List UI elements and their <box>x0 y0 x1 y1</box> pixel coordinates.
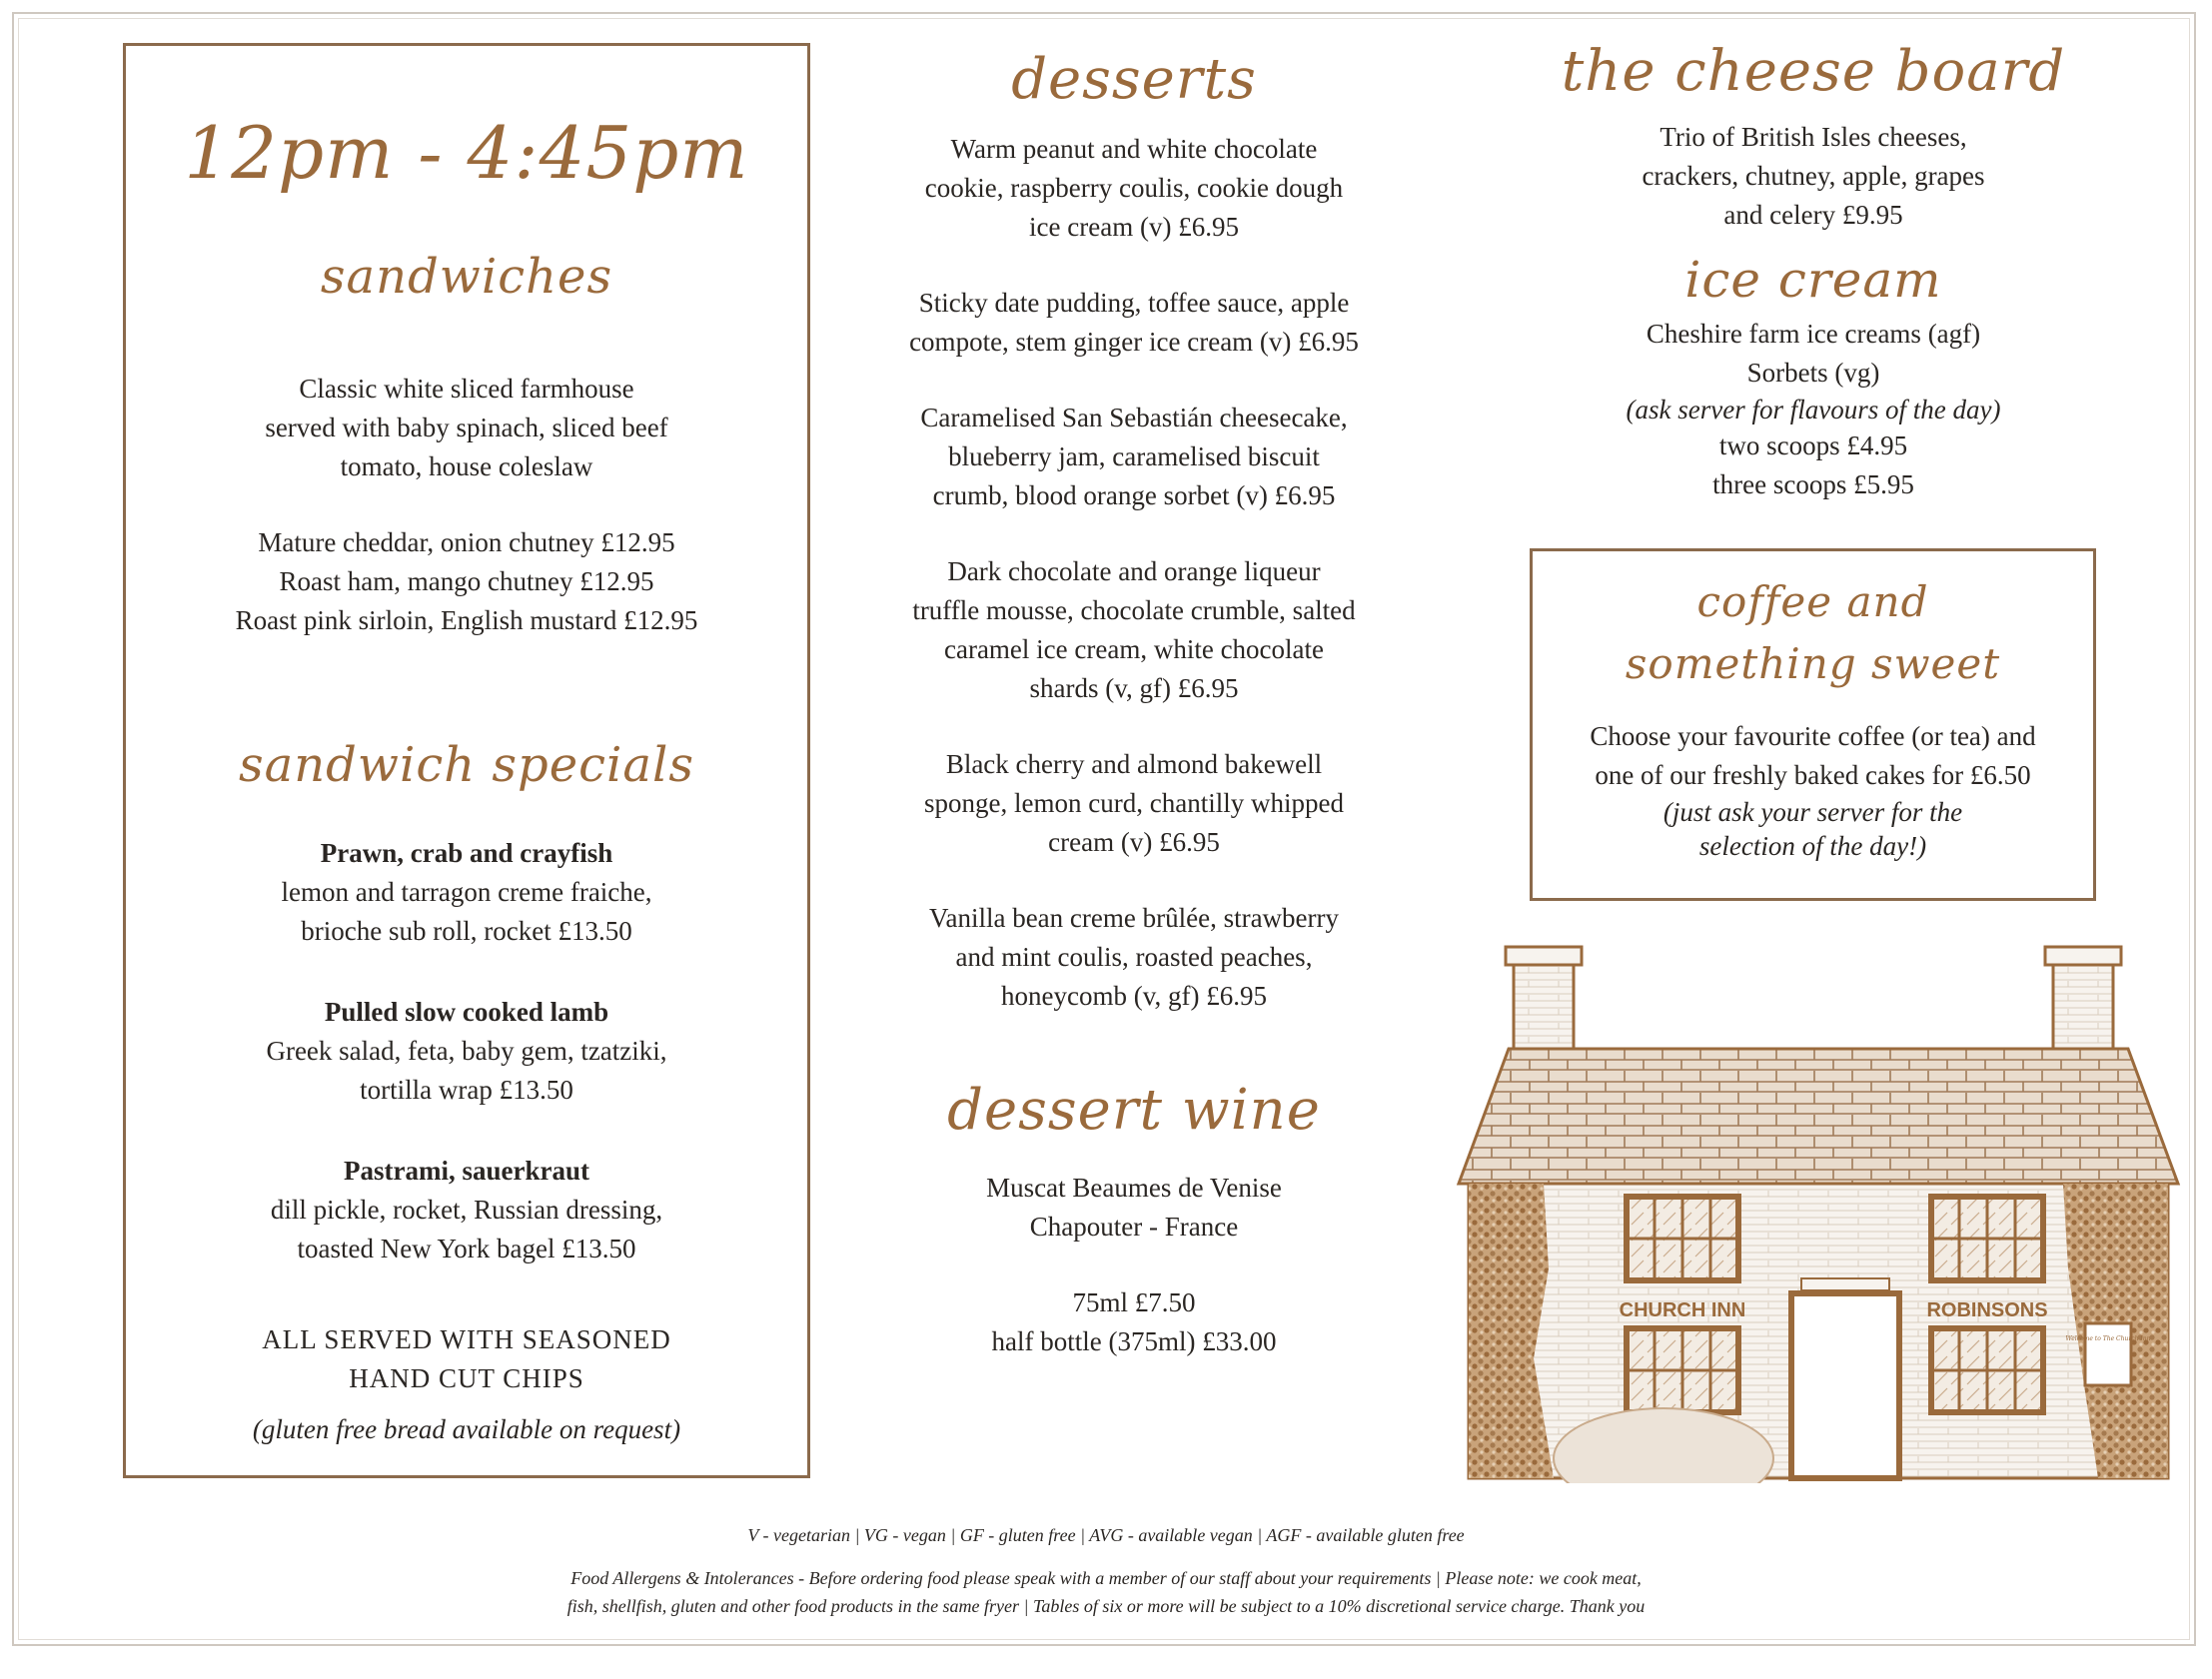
special-item <box>123 834 810 951</box>
allergen-note-line-1: Food Allergens & Intolerances - Before ordering food please speak with a member of our staff about your requirements | Please note: we cook meat, <box>570 1568 1642 1588</box>
served-line: ALL SERVED WITH SEASONED <box>262 1324 671 1354</box>
dessert-line: honeycomb (v, gf) £6.95 <box>1001 981 1267 1011</box>
sandwiches-description <box>123 370 810 486</box>
ice-cream-line: Sorbets (vg) <box>1746 358 1880 388</box>
pub-illustration <box>1454 939 2183 1483</box>
special-line: Greek salad, feta, baby gem, tzatziki, <box>266 1036 667 1066</box>
dessert-item <box>854 399 1414 515</box>
ice-cream-line: Cheshire farm ice creams (agf) <box>1646 319 1981 349</box>
coffee-line: Choose your favourite coffee (or tea) and <box>1590 721 2036 751</box>
welcome-board-text: Welcome to The Church Inn <box>2065 1335 2151 1342</box>
description-line: tomato, house coleslaw <box>340 451 593 481</box>
wine-price: half bottle (375ml) £33.00 <box>991 1326 1277 1356</box>
sign-left: CHURCH INN <box>1619 1299 1746 1321</box>
ice-cream-line: (ask server for flavours of the day) <box>1626 395 2001 424</box>
dessert-line: compote, stem ginger ice cream (v) £6.95 <box>909 327 1359 357</box>
desserts-column <box>854 40 1414 1361</box>
right-column <box>1519 32 2108 504</box>
ice-cream-text <box>1519 315 2108 504</box>
cheese-line: and celery £9.95 <box>1723 200 1903 230</box>
dessert-line: Warm peanut and white chocolate <box>950 134 1318 164</box>
coffee-heading: coffee and <box>1696 577 1929 626</box>
dessert-wine-heading: dessert wine <box>947 1078 1321 1143</box>
special-line: toasted New York bagel £13.50 <box>297 1234 636 1263</box>
wine-name <box>854 1169 1414 1247</box>
cheese-line: Trio of British Isles cheeses, <box>1659 122 1967 152</box>
coffee-heading-2: something sweet <box>1625 639 2001 688</box>
dessert-line: Dark chocolate and orange liqueur <box>947 556 1321 586</box>
dessert-line: cream (v) £6.95 <box>1048 827 1220 857</box>
dessert-item <box>854 745 1414 862</box>
dessert-line: ice cream (v) £6.95 <box>1029 212 1239 242</box>
special-name: Pastrami, sauerkraut <box>344 1156 589 1186</box>
special-line: lemon and tarragon creme fraiche, <box>281 877 652 907</box>
dessert-line: Black cherry and almond bakewell <box>945 749 1323 779</box>
special-item <box>123 993 810 1110</box>
dessert-line: crumb, blood orange sorbet (v) £6.95 <box>932 480 1336 510</box>
window-top-right <box>1931 1197 2043 1280</box>
sandwiches-list <box>123 523 810 640</box>
coffee-italic-line: (just ask your server for the <box>1662 797 1963 827</box>
dessert-item <box>854 899 1414 1016</box>
dessert-line: truffle mousse, chocolate crumble, salted <box>912 595 1356 625</box>
door <box>1791 1293 1899 1478</box>
menu-item: Roast ham, mango chutney £12.95 <box>279 566 654 596</box>
specials-heading: sandwich specials <box>239 737 694 793</box>
dessert-line: sponge, lemon curd, chantilly whipped <box>924 788 1344 818</box>
roof <box>1459 1049 2178 1184</box>
window-bottom-right <box>1931 1328 2043 1412</box>
lunch-column <box>123 108 810 1449</box>
dessert-line: and mint coulis, roasted peaches, <box>955 942 1313 972</box>
ice-cream-heading: ice cream <box>1684 251 1942 309</box>
coffee-italic-line: selection of the day!) <box>1698 831 1927 861</box>
wine-line: Chapouter - France <box>1029 1212 1239 1242</box>
served-line: HAND CUT CHIPS <box>349 1363 584 1393</box>
cheese-board-text <box>1519 118 2108 235</box>
coffee-section <box>1530 571 2096 863</box>
special-line: dill pickle, rocket, Russian dressing, <box>270 1195 663 1225</box>
allergen-note-line-2: fish, shellfish, gluten and other food products in the same fryer | Tables of six or more will be subject to a 10% discretional service charge. Thank you <box>566 1596 1646 1616</box>
special-name: Prawn, crab and crayfish <box>320 838 613 868</box>
special-name: Pulled slow cooked lamb <box>324 997 609 1027</box>
wine-prices <box>854 1283 1414 1361</box>
desserts-heading: desserts <box>1011 47 1257 112</box>
dessert-line: Sticky date pudding, toffee sauce, apple <box>918 288 1350 318</box>
ice-cream-line: three scoops £5.95 <box>1712 469 1914 499</box>
special-line: tortilla wrap £13.50 <box>360 1075 573 1105</box>
menu-item: Mature cheddar, onion chutney £12.95 <box>258 527 675 557</box>
dessert-line: Caramelised San Sebastián cheesecake, <box>920 403 1348 432</box>
dessert-item <box>854 552 1414 708</box>
wine-price: 75ml £7.50 <box>1072 1287 1196 1317</box>
description-line: served with baby spinach, sliced beef <box>265 413 668 442</box>
window-top-left <box>1627 1197 1738 1280</box>
dessert-item <box>854 284 1414 362</box>
special-line: brioche sub roll, rocket £13.50 <box>301 916 632 946</box>
sandwiches-heading: sandwiches <box>320 249 613 305</box>
special-item <box>123 1152 810 1268</box>
dessert-line: blueberry jam, caramelised biscuit <box>948 441 1320 471</box>
window-bottom-left <box>1627 1328 1738 1412</box>
sign-right: ROBINSONS <box>1926 1299 2048 1321</box>
coffee-line: one of our freshly baked cakes for £6.50 <box>1595 760 2031 790</box>
gluten-note: (gluten free bread available on request) <box>252 1414 681 1444</box>
dessert-line: Vanilla bean creme brûlée, strawberry <box>928 903 1340 933</box>
menu-item: Roast pink sirloin, English mustard £12.95 <box>235 605 698 635</box>
cheese-line: crackers, chutney, apple, grapes <box>1642 161 1985 191</box>
dessert-line: cookie, raspberry coulis, cookie dough <box>924 173 1344 203</box>
cheese-board-heading: the cheese board <box>1561 39 2066 104</box>
wine-line: Muscat Beaumes de Venise <box>986 1173 1282 1203</box>
dessert-item <box>854 130 1414 247</box>
dietary-legend: V - vegetarian | VG - vegan | GF - gluten free | AVG - available vegan | AGF - available gluten free <box>747 1525 1465 1545</box>
dessert-line: shards (v, gf) £6.95 <box>1029 673 1239 703</box>
description-line: Classic white sliced farmhouse <box>299 374 634 404</box>
served-note <box>123 1320 810 1398</box>
welcome-board <box>2085 1323 2131 1385</box>
hours-heading: 12pm - 4:45pm <box>184 111 749 195</box>
coffee-text <box>1530 717 2096 863</box>
ice-cream-line: two scoops £4.95 <box>1718 430 1908 460</box>
dessert-line: caramel ice cream, white chocolate <box>943 634 1325 664</box>
